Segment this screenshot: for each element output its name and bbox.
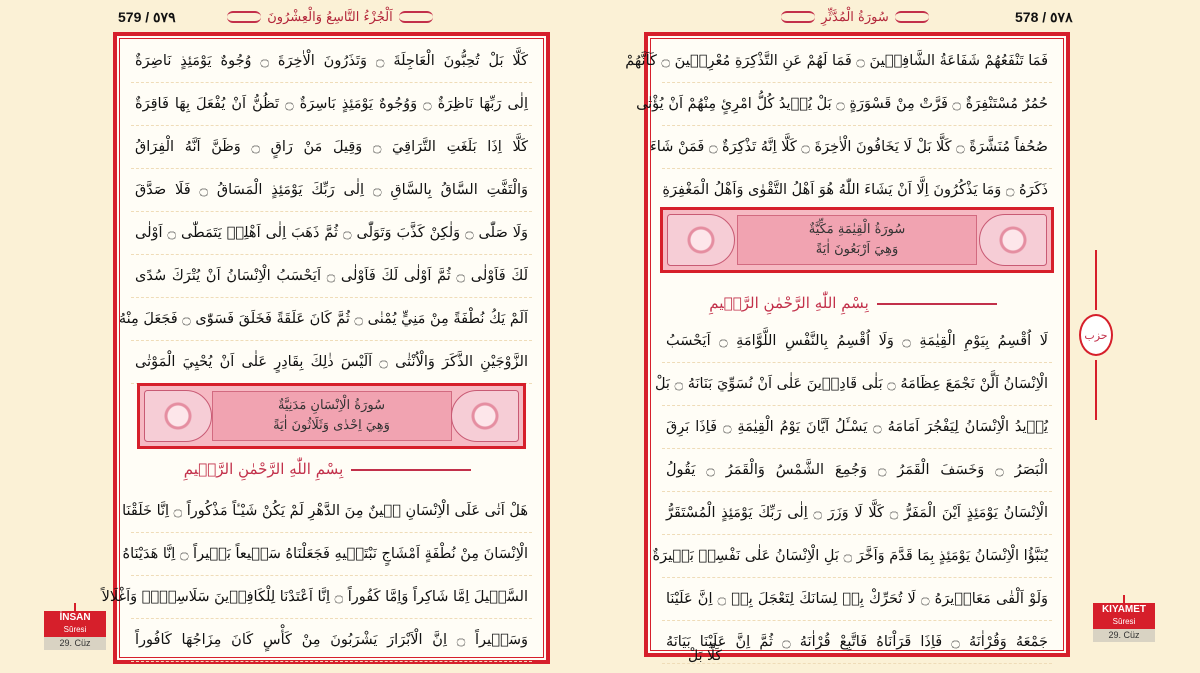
left-page-number: 579 / ٥٧٩ — [118, 9, 176, 25]
left-header-title: اَلْجُزْءُ التَّاسِعُ وَالْعِشْرُونَ — [267, 9, 393, 25]
header-ornament-icon — [781, 11, 815, 23]
tab-pin-icon — [1123, 595, 1125, 603]
basmala-rule — [351, 469, 471, 471]
left-page-frame — [101, 32, 550, 664]
surah-verse-count-line: وَهِيَ اِحْدٰى وَثَلَاثُونَ اٰيَةً — [273, 418, 390, 433]
verse-line: وَالْتَفَّتِ السَّاقُ بِالسَّاقِ ۝ اِلٰى رَبِّكَ يَوْمَئِذٍ الْمَسَاقُ ۝ فَلَا صَدَّقَ — [131, 169, 532, 212]
surah-verse-count-line: وَهِيَ اَرْبَعُونَ اٰيَةً — [815, 242, 899, 257]
surah-kiyamet-title — [737, 215, 977, 265]
verse-line: السَّب۪يلَ اِمَّا شَاكِراً وَاِمَّا كَفُوراً ۝ اِنَّا اَعْتَدْنَا لِلْكَافِر۪ينَ سَلَاسِلَا۟ وَاَغْلَالاً — [131, 576, 532, 619]
basmala-rule — [877, 303, 997, 305]
verse-line: وَسَع۪يراً ۝ اِنَّ الْاَبْرَارَ يَشْرَبُونَ مِنْ كَأْسٍ كَانَ مِزَاجُهَا كَافُوراً — [131, 619, 532, 662]
right-page-frame — [625, 32, 1070, 657]
basmala-text: بِسْمِ اللّٰهِ الرَّحْمٰنِ الرَّح۪يمِ — [709, 294, 869, 312]
verse-line: الْاِنْسَانُ اَلَّنْ نَجْمَعَ عِظَامَهُ ۝ بَلٰى قَادِر۪ينَ عَلٰى اَنْ نُسَوِّيَ بَنَانَهُ ۝ بَلْ — [662, 363, 1052, 406]
verse-line: هَلْ اَتٰى عَلَى الْاِنْسَانِ ح۪ينٌ مِنَ الدَّهْرِ لَمْ يَكُنْ شَيْـٔاً مَذْكُوراً ۝ اِنَّا خَلَقْنَا — [131, 490, 532, 533]
tab-juz: 29. Cüz — [1093, 629, 1155, 642]
verse-line: لَكَ فَاَوْلٰى ۝ ثُمَّ اَوْلٰى لَكَ فَاَوْلٰى ۝ اَيَحْسَبُ الْاِنْسَانُ اَنْ يُتْرَكَ سُدًى — [131, 255, 532, 298]
surah-title-line: سُورَةُ الْاِنْسَانِ مَدَنِيَّةٌ — [277, 398, 385, 413]
surah-insan-cartouche — [137, 383, 526, 449]
tab-juz: 29. Cüz — [44, 637, 106, 650]
tab-pin-icon — [74, 603, 76, 611]
left-basmala — [137, 460, 526, 478]
left-text-block-top — [118, 40, 532, 384]
insan-sure-tab[interactable] — [44, 603, 106, 648]
verse-line: يُنَبَّؤُا الْاِنْسَانُ يَوْمَئِذٍ بِمَا قَدَّمَ وَاَخَّرَ ۝ بَلِ الْاِنْسَانُ عَلٰى نَفْسِه۪ بَص۪يرَةٌ — [662, 535, 1052, 578]
verse-line: اَلَمْ يَكُ نُطْفَةً مِنْ مَنِيٍّ يُمْنٰى ۝ ثُمَّ كَانَ عَلَقَةً فَخَلَقَ فَسَوّٰى ۝ فَجَعَلَ مِنْهُ — [131, 298, 532, 341]
header-ornament-icon — [227, 11, 261, 23]
tab-surah-name: İNSAN Sûresi — [44, 611, 106, 637]
hizb-stem — [1095, 250, 1097, 310]
verse-line: وَلَوْ اَلْقٰى مَعَاذ۪يرَهُ ۝ لَا تُحَرِّكْ بِه۪ لِسَانَكَ لِتَعْجَلَ بِه۪ ۝ اِنَّ عَلَيْنَا — [662, 578, 1052, 621]
cartouche-ornament-icon — [667, 214, 735, 266]
verse-line: كَلَّا اِذَا بَلَغَتِ التَّرَاقِيَ ۝ وَقِيلَ مَنْ رَاقٍ ۝ وَظَنَّ اَنَّهُ الْفِرَاقُ — [131, 126, 532, 169]
cartouche-ornament-icon — [144, 390, 212, 442]
tab-surah-name: KIYAMET Sûresi — [1093, 603, 1155, 629]
verse-line: كَلَّا بَلْ تُحِبُّونَ الْعَاجِلَةَ ۝ وَتَذَرُونَ الْاٰخِرَةَ ۝ وُجُوهٌ يَوْمَئِذٍ نَاضِرَةٌ — [131, 40, 532, 83]
right-basmala — [660, 294, 1054, 312]
right-text-block-top — [625, 40, 1052, 212]
hizb-stem — [1095, 360, 1097, 420]
verse-line: يُر۪يدُ الْاِنْسَانُ لِيَفْجُرَ اَمَامَهُ ۝ يَسْـَٔلُ اَيَّانَ يَوْمُ الْقِيٰمَةِ ۝ فَاِذَا بَرِقَ — [662, 406, 1052, 449]
right-page-number: 578 / ٥٧٨ — [1015, 9, 1073, 25]
verse-line: جَمْعَهُ وَقُرْاٰنَهُ ۝ فَاِذَا قَرَاْنَاهُ فَاتَّبِعْ قُرْاٰنَهُ ۝ ثُمَّ اِنَّ عَلَيْنَا بَيَانَهُ — [662, 621, 1052, 664]
cartouche-ornament-icon — [451, 390, 519, 442]
verse-line: الزَّوْجَيْنِ الذَّكَرَ وَالْاُنْثٰى ۝ اَلَيْسَ ذٰلِكَ بِقَادِرٍ عَلٰى اَنْ يُحْيِيَ الْمَوْتٰى — [131, 341, 532, 384]
verse-line: فَمَا تَنْفَعُهُمْ شَفَاعَةُ الشَّافِع۪ينَ ۝ فَمَا لَهُمْ عَنِ التَّذْكِرَةِ مُعْرِض۪ينَ ۝ كَاَنَّهُمْ — [662, 40, 1052, 83]
verse-line: صُحُفاً مُنَشَّرَةً ۝ كَلَّا بَلْ لَا يَخَافُونَ الْاٰخِرَةَ ۝ كَلَّا اِنَّهُ تَذْكِرَةٌ ۝ فَمَنْ شَاءَ — [662, 126, 1052, 169]
kiyamet-sure-tab[interactable] — [1093, 595, 1155, 640]
left-header — [220, 6, 440, 28]
basmala-text: بِسْمِ اللّٰهِ الرَّحْمٰنِ الرَّح۪يمِ — [183, 460, 344, 478]
surah-kiyamet-cartouche — [660, 207, 1054, 273]
verse-line: الْبَصَرُ ۝ وَخَسَفَ الْقَمَرُ ۝ وَجُمِعَ الشَّمْسُ وَالْقَمَرُ ۝ يَقُولُ — [662, 449, 1052, 492]
right-text-block-bottom — [652, 320, 1052, 664]
hizb-badge-icon: حزب — [1079, 314, 1113, 356]
verse-line: اِلٰى رَبِّهَا نَاظِرَةٌ ۝ وَوُجُوهٌ يَوْمَئِذٍ بَاسِرَةٌ ۝ تَظُنُّ اَنْ يُفْعَلَ بِهَا فَاقِرَةٌ — [131, 83, 532, 126]
header-ornament-icon — [895, 11, 929, 23]
right-header-title: سُورَةُ الْمُدَّثِّرِ — [821, 9, 889, 25]
verse-line: حُمُرٌ مُسْتَنْفِرَةٌ ۝ فَرَّتْ مِنْ قَسْوَرَةٍ ۝ بَلْ يُر۪يدُ كُلُّ امْرِئٍ مِنْهُمْ اَنْ يُؤْتٰى — [662, 83, 1052, 126]
right-header — [745, 6, 965, 28]
verse-line: الْاِنْسَانُ يَوْمَئِذٍ اَيْنَ الْمَفَرُّ ۝ كَلَّا لَا وَزَرَ ۝ اِلٰى رَبِّكَ يَوْمَئِذٍ الْمُسْتَقَرُّ — [662, 492, 1052, 535]
hizb-marker — [1078, 250, 1114, 420]
left-text-block-bottom — [101, 490, 532, 662]
cartouche-ornament-icon — [979, 214, 1047, 266]
verse-line: الْاِنْسَانَ مِنْ نُطْفَةٍ اَمْشَاجٍ نَبْتَل۪يهِ فَجَعَلْنَاهُ سَم۪يعاً بَص۪يراً ۝ اِنَّا هَدَيْنَاهُ — [131, 533, 532, 576]
header-ornament-icon — [399, 11, 433, 23]
verse-line: ذَكَرَهُ ۝ وَمَا يَذْكُرُونَ اِلَّا اَنْ يَشَاءَ اللّٰهُ هُوَ اَهْلُ التَّقْوٰى وَاَهْلُ الْمَغْفِرَةِ — [662, 169, 1052, 212]
catchword: كَلَّا بَلْ — [688, 648, 722, 664]
verse-line: وَلَا صَلّٰى ۝ وَلٰكِنْ كَذَّبَ وَتَوَلّٰى ۝ ثُمَّ ذَهَبَ اِلٰى اَهْلِه۪ يَتَمَطّٰى ۝ اَوْلٰى — [131, 212, 532, 255]
verse-line: لَا اُقْسِمُ بِيَوْمِ الْقِيٰمَةِ ۝ وَلَا اُقْسِمُ بِالنَّفْسِ اللَّوَّامَةِ ۝ اَيَحْسَبُ — [662, 320, 1052, 363]
surah-insan-title — [212, 391, 452, 441]
surah-title-line: سُورَةُ الْقِيٰمَةِ مَكِّيَّةٌ — [808, 222, 906, 237]
